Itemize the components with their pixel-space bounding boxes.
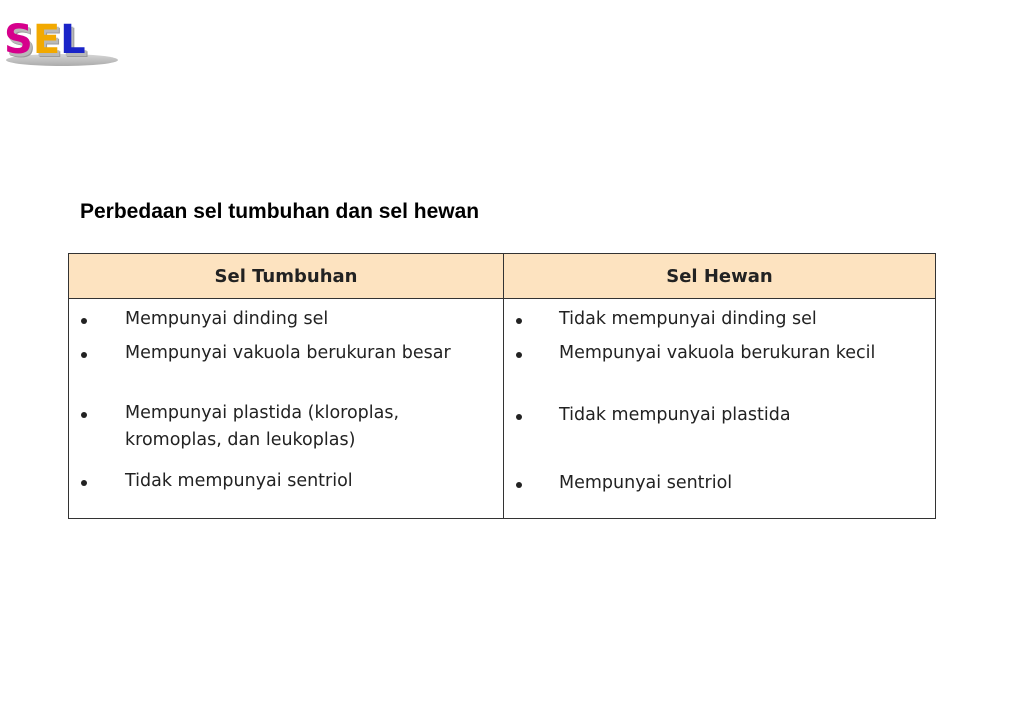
- logo-letter-e: E: [32, 17, 61, 63]
- list-item: Mempunyai dinding sel: [125, 309, 329, 329]
- animal-cell-header: Sel Hewan: [504, 254, 935, 299]
- bullet-icon: [516, 414, 522, 420]
- bullet-icon: [516, 352, 522, 358]
- logo-letters: [4, 14, 86, 66]
- animal-cell-column: [504, 254, 935, 518]
- list-item: Mempunyai sentriol: [559, 473, 733, 493]
- list-item: Tidak mempunyai sentriol: [125, 471, 353, 491]
- list-item: Mempunyai vakuola berukuran besar: [125, 343, 451, 363]
- list-item: Mempunyai plastida (kloroplas, kromoplas, dan leukoplas): [125, 403, 400, 450]
- bullet-icon: [81, 318, 87, 324]
- plant-cell-column: [69, 254, 504, 518]
- comparison-table: [68, 253, 936, 519]
- list-item: Tidak mempunyai dinding sel: [559, 309, 817, 329]
- page-title: Perbedaan sel tumbuhan dan sel hewan: [80, 200, 480, 223]
- bullet-icon: [516, 318, 522, 324]
- list-item: Mempunyai vakuola berukuran kecil: [559, 343, 876, 363]
- plant-cell-header: Sel Tumbuhan: [69, 254, 503, 299]
- logo-letter-s: S: [4, 17, 33, 63]
- sel-logo: [4, 14, 124, 70]
- bullet-icon: [81, 480, 87, 486]
- logo-letter-l: L: [60, 17, 86, 63]
- bullet-icon: [516, 482, 522, 488]
- list-item: Tidak mempunyai plastida: [559, 405, 791, 425]
- bullet-icon: [81, 412, 87, 418]
- bullet-icon: [81, 352, 87, 358]
